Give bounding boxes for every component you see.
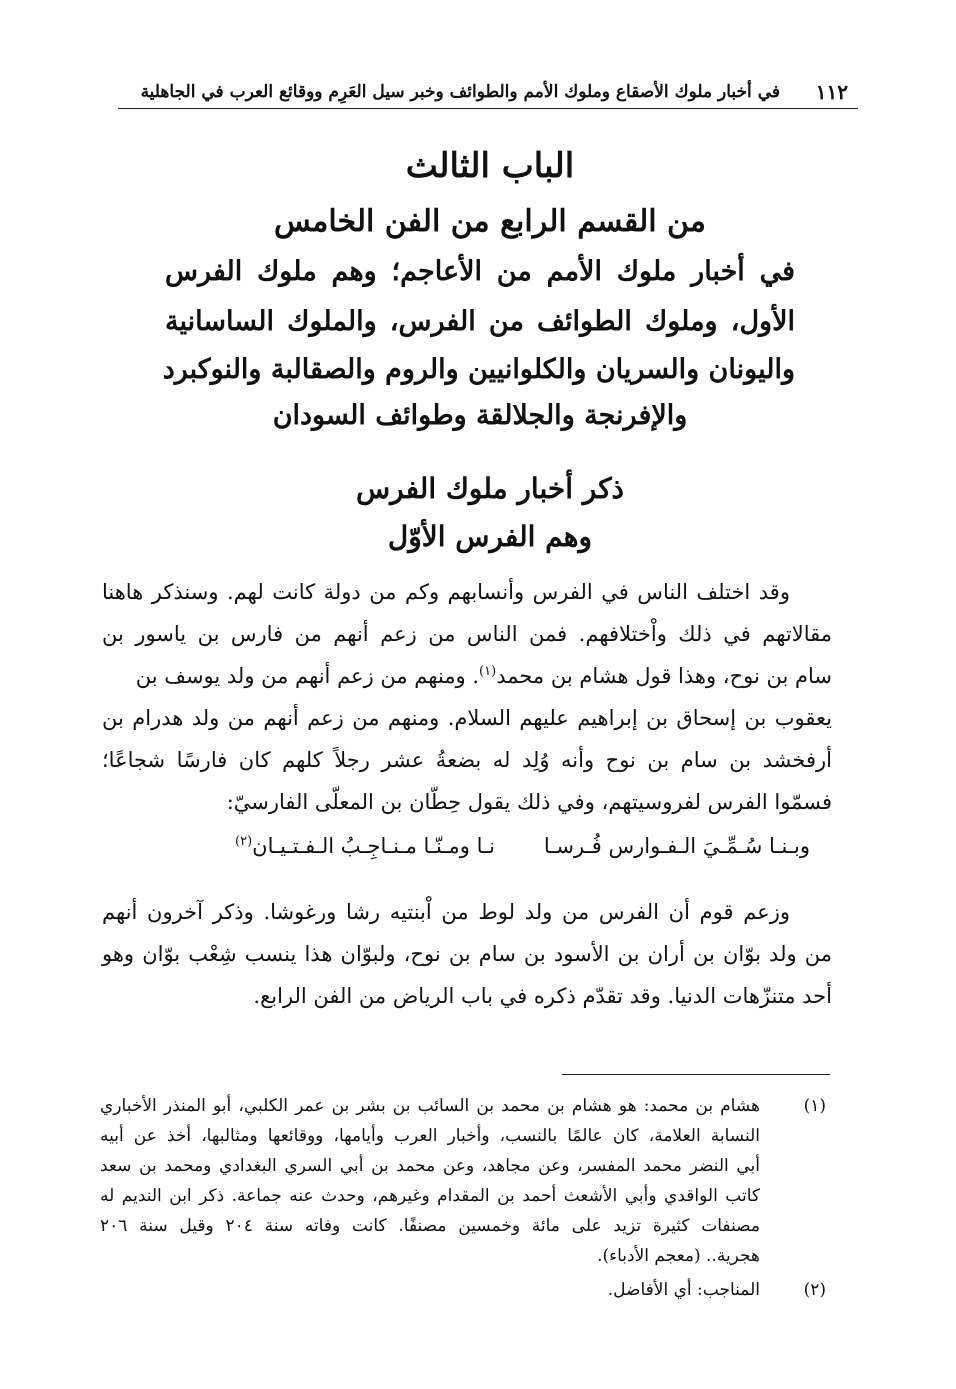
body-text-line: وقد اختلف الناس في الفرس وأنسابهم وكم من دولة كانت لهم. وسنذكر هاهنا bbox=[102, 580, 790, 604]
footnote-line: كاتب الواقدي وأبي الأشعث أحمد بن المقدام وغيرهم، وحدث عنه جماعة. ذكر ابن النديم له bbox=[100, 1186, 760, 1206]
chapter-title: الباب الثالث bbox=[405, 146, 575, 186]
body-text-line: من ولد بوّان بن أران بن الأسود بن سام بن نوح، ولبوّان هذا ينسب شِعْب بوّان وهو bbox=[102, 942, 832, 966]
footnote-ref-2[interactable]: (٢) bbox=[235, 834, 253, 849]
body-text-line: مقالاتهم في ذلك واْختلافهم. فمن الناس من زعم أنهم من فارس بن ياسور بن bbox=[102, 622, 832, 646]
poetry-verse bbox=[130, 834, 830, 868]
verse-hemistich-second-text: نـا ومـنّـا مـنـاجِـبُ الـفـتـيـان bbox=[252, 834, 495, 858]
body-text-line: وزعم قوم أن الفرس من ولد لوط من اْبنتيه رشا ورغوشا. وذكر آخرون أنهم bbox=[102, 900, 790, 924]
chapter-description-line: في أخبار ملوك الأمم من الأعاجم؛ وهم ملوك الفرس bbox=[165, 256, 795, 287]
footnote-line: أبي النضر محمد المفسر، وعن مجاهد، وعن محمد بن أبي السري البغدادي ومحمد بن سعد bbox=[100, 1156, 760, 1176]
footnote-line: مصنفات كثيرة تزيد على مائة وخمسين مصنفًا. كانت وفاته سنة ٢٠٤ وقيل سنة ٢٠٦ bbox=[100, 1216, 760, 1236]
page-header bbox=[118, 80, 858, 109]
section-subtitle: وهم الفرس الأوّل bbox=[387, 520, 593, 553]
body-text-line: أحد متنزّهات الدنيا. وقد تقدّم ذكره في باب الرياض من الفن الرابع. bbox=[253, 984, 832, 1008]
body-text-segment: . ومنهم من زعم أنهم من ولد يوسف بن bbox=[135, 664, 480, 688]
footnote-line: هشام بن محمد: هو هشام بن محمد بن السائب بن بشر بن عمر الكلبي، أبو المنذر الأخباري bbox=[100, 1096, 760, 1116]
body-text-line: فسمّوا الفرس لفروسيتهم، وفي ذلك يقول حِطّان بن المعلّى الفارسيّ: bbox=[226, 790, 832, 814]
chapter-description-line: الأول، وملوك الطوائف من الفرس، والملوك الساسانية bbox=[165, 306, 795, 337]
footnote-divider bbox=[562, 1074, 830, 1075]
body-text-line: أرفخشد بن سام بن نوح وأنه وُلِد له بضعةُ عشر رجلاً كلهم كان فارسًا شجاعًا؛ bbox=[102, 748, 832, 772]
chapter-description-line: واليونان والسريان والكلوانيين والروم والصقالبة والنوكبرد bbox=[162, 354, 795, 385]
body-text-line: يعقوب بن إسحاق بن إبراهيم عليهم السلام. ومنهم من زعم أنهم من ولد هدرام بن bbox=[102, 706, 832, 730]
page-number: ١١٢ bbox=[815, 80, 848, 104]
footnote-line: هجرية.. (معجم الأدباء). bbox=[597, 1246, 760, 1266]
body-text-line bbox=[102, 664, 832, 688]
footnote-number: (١) bbox=[803, 1096, 826, 1116]
section-title: ذكر أخبار ملوك الفرس bbox=[356, 472, 624, 505]
chapter-description-line: والإفرنجة والجلالقة وطوائف السودان bbox=[272, 400, 688, 431]
chapter-subtitle: من القسم الرابع من الفن الخامس bbox=[274, 204, 706, 239]
body-text-segment: سام بن نوح، وهذا قول هشام بن محمد bbox=[496, 664, 832, 688]
footnote-number: (٢) bbox=[803, 1280, 826, 1300]
footnote-line: المناجب: أي الأفاضل. bbox=[607, 1280, 760, 1300]
footnote-line: النسابة العلامة، كان عالمًا بالنسب، وأخبار العرب وأيامها، ووقائعها ومثالبها، أخذ عن أبيه bbox=[100, 1126, 760, 1146]
footnote-ref-1[interactable]: (١) bbox=[479, 664, 497, 679]
verse-hemistich-second bbox=[235, 834, 495, 858]
verse-hemistich-first: وبـنـا سُـمِّـيَ الـفـوارس فُـرسـا bbox=[543, 834, 810, 858]
running-title: في أخبار ملوك الأصقاع وملوك الأمم والطوائف وخبر سيل العَرِم ووقائع العرب في الجاهلية bbox=[140, 82, 780, 102]
